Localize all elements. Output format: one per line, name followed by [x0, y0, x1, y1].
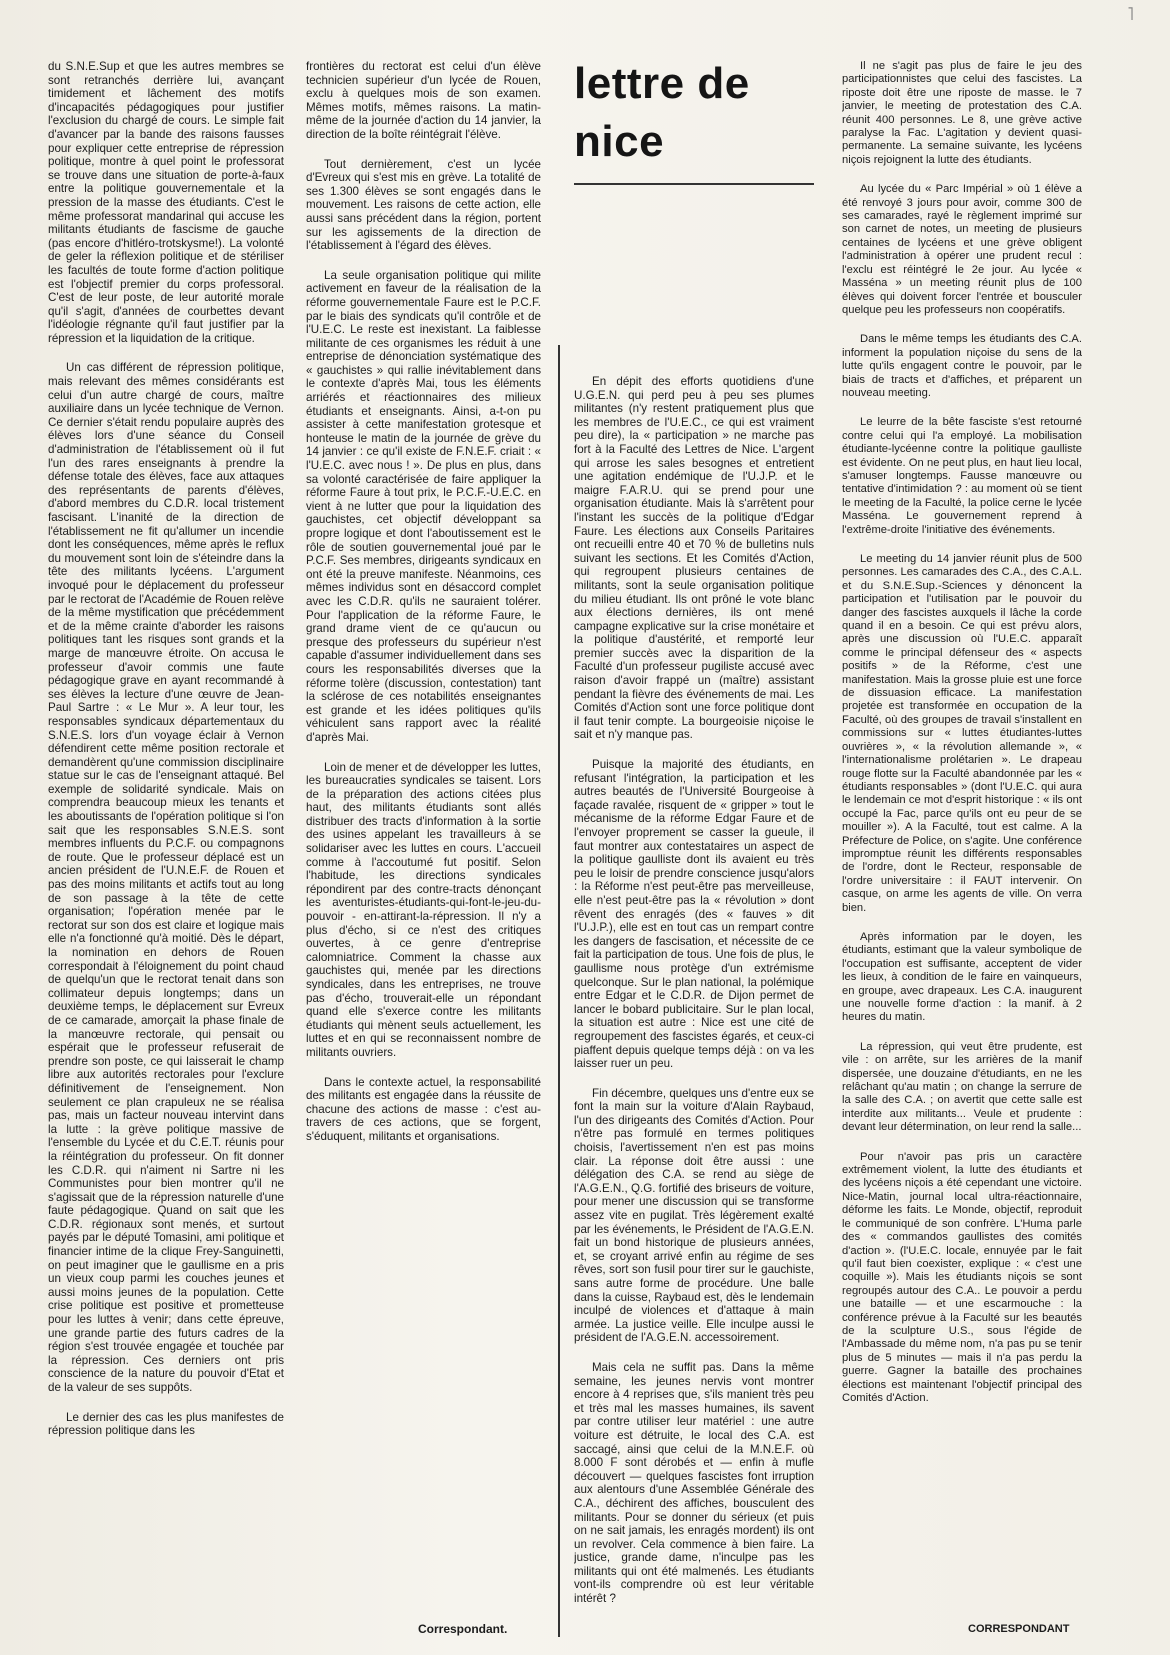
page-corner-mark: ˥: [1127, 4, 1134, 24]
paragraph: du S.N.E.Sup et que les autres membres se sont retranchés derrière lui, avançant timidement et lâchement des motifs d'incapacités pédagogiques pour justifier l'exclusion du chargé de cours. Le simple fait d'avancer par la bande des raisons fausses pour expliquer cette entreprise de répression politique, montre à quel point le professorat se trouve dans une situation de porte-à-faux entre la politique gouvernementale et la pression de la masse des étudiants. C'est le même professorat mandarinal qui accuse les militants étudiants de fascisme de gauche (pas encore d'hitléro-trotskysme!). La volonté de geler la réflexion politique et de stériliser les facultés de toute forme d'action politique est l'objectif premier du corps professoral. C'est de leur poste, de leur autorité morale qu'il s'agit, d'années de courbettes devant l'idéologie régnante qu'il faut justifier par la répression et la liquidation de la critique.: [48, 60, 284, 345]
paragraph: Après information par le doyen, les étudiants, estimant que la valeur symbolique de l'occupation est suffisante, acceptent de vider les lieux, à condition de le faire en vainqueurs, en groupe, avec drapeaux. Les C.A. inaugurent une nouvelle forme d'action : la manif. à 2 heures du matin.: [842, 930, 1082, 1024]
paragraph: Le meeting du 14 janvier réunit plus de 500 personnes. Les camarades des C.A., des C.A.L. et du S.N.E.Sup.-Sciences y dénoncent la participation et l'utilisation par le pouvoir du danger des fascistes auxquels il lâche la corde quand il en a besoin. Ce qui est prévu alors, après une discussion où l'U.E.C. apparaît comme le principal défenseur des « aspects positifs » de la Réforme, c'est une manifestation. Mais la grosse pluie est une force de dissuasion efficace. La manifestation projetée est transformée en occupation de la Faculté, où des groupes de travail s'installent en commissions sur « luttes étudiantes-luttes ouvrières », « la révolution allemande », « l'internationalisme prolétarien ». Le drapeau rouge flotte sur la Faculté abandonnée par les « étudiants responsables » (dont l'U.E.C. qui aura le lendemain ce mot d'esprit historique : « ils ont occupé la Fac, parce qu'ils ont eu peur de se mouiller »). A la Faculté, tout est calme. A la Préfecture de Police, on s'agite. Une conférence impromptue réunit les différents responsables de l'ordre, dont le Recteur, responsable de l'ordre universitaire : il FAUT intervenir. On casque, on arme les agents de ville. On verra bien.: [842, 553, 1082, 914]
paragraph: Le dernier des cas les plus manifestes de répression politique dans les: [48, 1410, 284, 1438]
column-2: [306, 60, 541, 1625]
title-underline: [574, 183, 814, 185]
column-1: [48, 60, 284, 1640]
paragraph: Il ne s'agit pas plus de faire le jeu des participationnistes que celui des fascistes. La riposte doit être une riposte de masse. le 7 janvier, le meeting de protestation des C.A. réunit 400 personnes. Le 8, une grève active paralyse la Fac. L'agitation y devient quasi-permanente. La semaine suivante, les lycéens niçois rejoignent la lutte des étudiants.: [842, 60, 1082, 166]
headline-block: [574, 55, 814, 190]
paragraph: Tout dernièrement, c'est un lycée d'Evreux qui s'est mis en grève. La totalité de ses 1.300 élèves se sont engagés dans le mouvement. Les raisons de cette action, elle aussi sans précédent dans la région, portent sur les agissements de la direction de l'établissement à l'égard des élèves.: [306, 157, 541, 253]
paragraph: Pour n'avoir pas pris un caractère extrêmement violent, la lutte des étudiants et des lycéens niçois a été cependant une victoire. Nice-Matin, journal local ultra-réactionnaire, déforme les faits. Le Monde, objectif, reproduit le communiqué de son confrère. L'Huma parle des « commandos gaullistes des comités d'action ». (l'U.E.C. locale, ennuyée par le fait qu'il faut bien coexister, explique : « c'est une coquille »). Mais les étudiants niçois se sont regroupés autour des C.A.. Le pouvoir a perdu une bataille — et une escarmouche : la conférence prévue à la Faculté sur les beautés de la sculpture U.S., sous l'égide de l'Ambassade du même nom, n'a pas pu se tenir plus de 5 minutes — mais il n'a pas perdu la guerre. Gagner la bataille des prochaines élections est maintenant l'objectif principal des Comités d'Action.: [842, 1150, 1082, 1404]
signature-correspondant: Correspondant.: [418, 1622, 508, 1636]
paragraph: Au lycée du « Parc Impérial » où 1 élève a été renvoyé 3 jours pour avoir, comme 300 de ses camarades, rayé le règlement imprimé sur son carnet de notes, un meeting de plusieurs centaines de lycéens et une grève obligent l'administration à opérer une prudent recul : l'exclu est réintégré le 2e jour. Au lycée « Masséna » un meeting réunit plus de 100 élèves qui doivent forcer l'entrée et bousculer quelque peu les professeurs non coopératifs.: [842, 183, 1082, 316]
paragraph: Mais cela ne suffit pas. Dans la même semaine, les jeunes nervis vont montrer encore à 4 reprises que, s'ils manient très peu et très mal les masses humaines, ils savent par contre utiliser leur matériel : une autre voiture est détruite, le local des C.A. est saccagé, ainsi que celui de la M.N.E.F. où 8.000 F sont dérobés et — enfin à mufle découvert — quelques fascistes font irruption aux alentours d'une Assemblée Générale des C.A., déchirent des affiches, bousculent des militants. Pour se donner du sérieux (et puis on ne sait jamais, les enragés mordent) ils ont un revolver. Cela commence à bien faire. La justice, grande dame, n'inculpe pas les militants qui ont été malmenés. Les étudiants vont-ils comprendre où est leur véritable intérêt ?: [574, 1360, 814, 1606]
paragraph: En dépit des efforts quotidiens d'une U.G.E.N. qui perd peu à peu ses plumes militantes (n'y restent pratiquement plus que les membres de l'U.E.C., ce qui est vraiment peu dire), la « participation » ne marche pas fort à la Faculté des Lettres de Nice. L'argent qui arrose les sales besognes et entretient une agitation endémique de l'U.J.P. et le maigre F.A.R.U. qui se prend pour une organisation étudiante. Mais là s'arrêtent pour l'instant les succès de la politique d'Edgar Faure. Les élections aux Conseils Paritaires ont recueilli entre 40 et 70 % de bulletins nuls suivant les sections. Et les Comités d'Action, qui regroupent plusieurs centaines de militants, sont la seule organisation politique du milieu étudiant. Ils ont prôné le vote blanc aux élections dernières, ils ont mené campagne explicative sur la crise monétaire et la politique d'austérité, et remporté leur premier succès avec la disparition de la Faculté d'un professeur pugiliste accusé avec raison d'avoir frappé un (maître) assistant pendant la fièvre des événements de mai. Les Comités d'Action sont une force politique dont il faut tenir compte. La bourgeoisie niçoise le sait et n'y manque pas.: [574, 375, 814, 742]
column-divider: [558, 345, 560, 1637]
paragraph: Dans le même temps les étudiants des C.A. informent la population niçoise du sens de la lutte qu'ils engagent contre le pouvoir, par le biais de tracts et d'affiches, et préparent un nouveau meeting.: [842, 333, 1082, 399]
article-title-line1: lettre de: [574, 59, 750, 108]
paragraph: La répression, qui veut être prudente, est vile : on arrête, sur les arrières de la manif dispersée, une douzaine d'étudiants, en ne les relâchant qu'au matin ; on change la serrure de la salle des C.A. ; on avertit que cette salle est interdite aux militants... Veule et prudente : devant leur détermination, on leur rend la salle...: [842, 1040, 1082, 1134]
paragraph: Dans le contexte actuel, la responsabilité des militants est engagée dans la réussite de chacune des actions de masse : c'est au-travers de ces actions, que se forgent, s'éduquent, militants et organisations.: [306, 1075, 541, 1143]
paragraph: frontières du rectorat est celui d'un élève technicien supérieur d'un lycée de Rouen, exclu à quelques mois de son examen. Mêmes motifs, mêmes raisons. La matin-même de la journée d'action du 14 janvier, la direction de la boîte réintégrait l'élève.: [306, 60, 541, 141]
paragraph: Un cas différent de répression politique, mais relevant des mêmes considérants est celui d'un autre chargé de cours, maître auxiliaire dans un lycée technique de Vernon. Ce dernier s'était rendu populaire auprès des élèves lors d'une séance du Conseil d'administration de l'établissement où il fut l'un des rares enseignants à prendre la défense totale des élèves, face aux attaques des représentants de parents d'élèves, d'abord membres du C.D.R. local tristement fascisant. L'inanité de la direction de l'établissement ne fit qu'allumer un incendie dont les conséquences, même après le reflux du mouvement sont loin de s'éteindre dans la tête des militants lycéens. L'argument invoqué pour le déplacement du professeur par le rectorat de l'Académie de Rouen relève de la même mystification que précédemment et de la même crainte d'aborder les raisons politiques tant les risques sont grands et la marge de manœuvre étroite. On accusa le professeur d'avoir commis une faute pédagogique grave en ayant recommandé à ses élèves la lecture d'une œuvre de Jean-Paul Sartre : « Le Mur ». A leur tour, les responsables syndicaux départementaux du S.N.E.S. lors d'un voyage éclair à Vernon défendirent cette même position rectorale et demandèrent qu'une commission disciplinaire statue sur le cas de l'enseignant attaqué. Bel exemple de solidarité syndicale. Mais on comprendra beaucoup mieux les tenants et les aboutissants de l'opération politique si l'on sait que les responsables S.N.E.S. sont membres influents du P.C.F. ou compagnons de route. Que le professeur déplacé est un ancien président de l'U.N.E.F. de Rouen et pas des moins militants et actifs tout au long de son passage à la tête de cette organisation; l'opération menée par le rectorat sur son dos est claire et logique mais elle n'a fonctionné qu'à moitié. Dès le départ, la nomination en dehors de Rouen correspondait à l'éloignement du point chaud de quelqu'un que le rectorat tenait dans son collimateur depuis longtemps; dans un deuxième temps, le déplacement sur Evreux de ce camarade, amorçait la phase finale de la manœuvre rectorale, qui pensait ou espérait que le professeur refuserait de prendre son poste, ce qui laisserait le champ libre aux autorités rectorales pour l'exclure définitivement de l'enseignement. Non seulement ce plan crapuleux ne se réalisa pas, mais un facteur nouveau intervint dans la lutte : la grève politique massive de l'ensemble du Lycée et du C.E.T. réunis pour la réintégration du professeur. On fit donner les C.D.R. qui n'aiment ni Sartre ni les Communistes pour bien montrer qu'il ne s'agissait que de la répression naturelle d'une faute pédagogique. Quand on sait que les C.D.R. régionaux sont menés, et surtout payés par le député Tomasini, ami politique et financier intime de la clique Frey-Sanguinetti, on peut imaginer que le gaullisme en a pris un vieux coup parmi les couches jeunes et aussi moins jeunes de la population. Cette crise politique est positive et prometteuse pour les luttes à venir; dans cette épreuve, une grande partie des futurs cadres de la région s'est trouvée engagée et touchée par la répression. Ces derniers ont pris conscience de la nature du pouvoir d'Etat et de la valeur de ses suppôts.: [48, 361, 284, 1394]
paragraph: Le leurre de la bête fasciste s'est retourné contre celui qui l'a employé. La mobilisation étudiante-lycéenne contre la politique gaulliste est évidente. On ne peut plus, en haut lieu local, s'amuser longtemps. Fausse manœuvre ou tentative d'intimidation ? : au moment où se tient le meeting de la Faculté, la police cerne le lycée Masséna. Le gouvernement reprend à l'extrême-droite l'initiative des événements.: [842, 416, 1082, 536]
paragraph: La seule organisation politique qui milite activement en faveur de la réalisation de la réforme gouvernementale Faure est le P.C.F. par le biais des syndicats qu'il contrôle et de l'U.E.C. Le reste est inexistant. La faiblesse militante de ces organismes les réduit à une entreprise de dénonciation systématique des « gauchistes » qui rallie inévitablement dans le contexte d'après Mai, tous les éléments arriérés et réactionnaires des milieux étudiants et enseignants. Ainsi, a-t-on pu assister à cette manifestation grotesque et honteuse le matin de la journée de grève du 14 janvier : ce qu'il existe de F.N.E.F. criait : « l'U.E.C. avec nous ! ». De plus en plus, dans sa volonté caractérisée de faire appliquer la réforme Faure à tout prix, le P.C.F.-U.E.C. en vient à ne lutter que pour la liquidation des gauchistes, cet objectif développant sa propre logique et dont l'aboutissement est le rôle de soutien gouvernemental joué par le P.C.F. Ses membres, dirigeants syndicaux en ont été la preuve manifeste. Néanmoins, ces mêmes individus sont en désaccord complet avec les C.D.R. qu'ils ne sauraient tolérer. Pour l'application de la réforme Faure, le grand drame vient de ce qu'aucun ou presque des professeurs du supérieur n'est capable d'assumer individuellement dans ses cours les responsabilités diverses que la réforme tolère (discussion, contestation) tant la sclérose de ces notabilités enseignantes est grande et les idées politiques qu'ils véhiculent sans rapport avec la réalité d'après Mai.: [306, 268, 541, 744]
paragraph: Fin décembre, quelques uns d'entre eux se font la main sur la voiture d'Alain Raybaud, l'un des dirigeants des Comités d'Action. Pour n'être pas formulé en termes politiques choisis, l'avertissement n'en est pas moins clair. La réponse doit être aussi : une délégation des C.A. se rend au siège de l'A.G.E.N., Q.G. fortifié des briseurs de voiture, pour mener une discussion qui se transforme assez vite en pugilat. Très légèrement exalté par les événements, le Président de l'A.G.E.N. fait un bond historique de plusieurs années, et, se croyant arrivé enfin au régime de ses rêves, sort son fusil pour tirer sur le gauchiste, sans autre forme de procédure. Une balle dans la cuisse, Raybaud est, dès le lendemain inculpé de violences et d'attaque à main armée. La justice veille. Elle inculpe aussi le président de l'A.G.E.N. accessoirement.: [574, 1086, 814, 1345]
paragraph: Loin de mener et de développer les luttes, les bureaucraties syndicales se taisent. Lors de la préparation des actions citées plus haut, des militants étudiants sont allés distribuer des tracts d'information à la sortie des usines appelant les travailleurs à se solidariser avec les luttes en cours. L'accueil comme à l'accoutumé fut positif. Selon l'habitude, les directions syndicales répondirent par des contre-tracts dénonçant les aventuristes-étudiants-qui-font-le-jeu-du-pouvoir - en-attirant-la-répression. Il n'y a plus d'écho, si ce n'est des critiques ouvertes, à ce genre d'entreprise calomniatrice. Comment la chasse aux gauchistes qui, menée par les directions syndicales, dans les entreprises, ne trouve pas d'écho, trouverait-elle un répondant quand elle s'exerce contre les militants étudiants qui mènent seuls actuellement, les luttes et en qui se reconnaissent nombre de militants ouvriers.: [306, 760, 541, 1059]
column-4: [842, 60, 1082, 1645]
article-title-line2: nice: [574, 117, 665, 166]
column-3: [574, 55, 814, 1645]
signature-correspondant-caps: CORRESPONDANT: [968, 1623, 1070, 1635]
paragraph: Puisque la majorité des étudiants, en refusant l'intégration, la participation et les autres beautés de l'Université Bourgeoise à façade ravalée, risquent de « gripper » tout le mécanisme de la réforme Edgar Faure et de l'envoyer proprement se casser la gueule, il faut montrer aux contestataires un aspect de la politique gaulliste dont ils avaient eu très peu le loisir de prendre conscience jusqu'alors : la Réforme n'est peut-être pas merveilleuse, elle n'est peut-être pas la « révolution » dont rêvent des enragés (des « fauves » dit l'U.J.P.), elle est en tout cas un rempart contre les dangers de fascisation, et nécessite de ce fait la participation de tous. Une fois de plus, le gaullisme nous protège d'un extrémisme quelconque. Sur le plan national, la polémique entre Edgar et le C.D.R. de Dijon permet de lancer le bobard publicitaire. Sur le plan local, la situation est autre : Nice est une cité de regroupement des fascistes égarés, et ceux-ci piaffent depuis quelque temps déjà : on va les laisser ruer un peu.: [574, 758, 814, 1071]
